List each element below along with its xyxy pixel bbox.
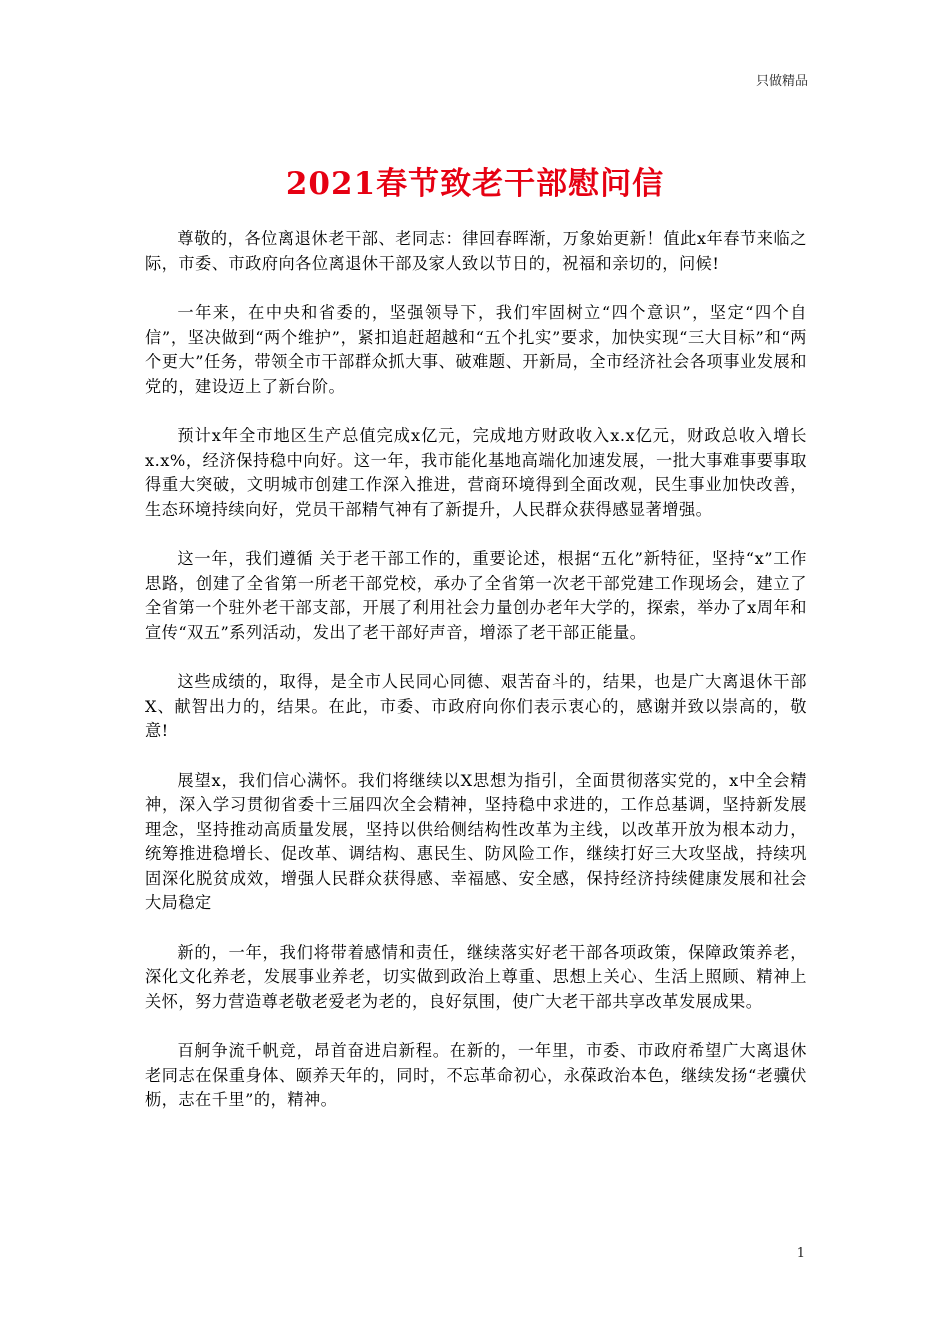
paragraph-new-year: 新的，一年，我们将带着感情和责任，继续落实好老干部各项政策，保障政策养老，深化文化养老，发展事业养老，切实做到政治上尊重、思想上关心、生活上照顾、精神上关怀，努力营造尊老敬老爱老为老的，良好氛围，使广大老干部共享改革发展成果。	[145, 942, 807, 1011]
document-title: 2021春节致老干部慰问信	[285, 166, 665, 202]
paragraph-greeting: 尊敬的，各位离退休老干部、老同志：律回春晖渐，万象始更新！值此x年春节来临之际，市委、市政府向各位离退休干部及家人致以节日的，祝福和亲切的，问候!	[145, 229, 807, 273]
paragraph-cadre-work: 这一年，我们遵循 关于老干部工作的，重要论述，根据“五化”新特征，坚持“x”工作思路，创建了全省第一所老干部党校，承办了全省第一次老干部党建工作现场会，建立了全省第一个驻外老干部支部，开展了利用社会力量创办老年大学的，探索，举办了x周年和宣传“双五”系列活动，发出了老干部好声音，增添了老干部正能量。	[145, 549, 807, 642]
paragraph-outlook: 展望x，我们信心满怀。我们将继续以X思想为指引，全面贯彻落实党的，x中全会精神，深入学习贯彻省委十三届四次全会精神，坚持稳中求进的，工作总基调，坚持新发展理念，坚持推动高质量发展，坚持以供给侧结构性改革为主线，以改革开放为根本动力，统筹推进稳增长、促改革、调结构、惠民生、防风险工作，继续打好三大攻坚战，持续巩固深化脱贫成效，增强人民群众获得感、幸福感、安全感，保持经济持续健康发展和社会大局稳定	[145, 770, 807, 912]
header-tag: 只做精品	[755, 74, 808, 89]
letter-body	[145, 227, 807, 1138]
paragraph-economy: 预计x年全市地区生产总值完成x亿元，完成地方财政收入x.x亿元，财政总收入增长x.x%，经济保持稳中向好。这一年，我市能化基地高端化加速发展，一批大事难事要事取得重大突破，文明城市创建工作深入推进，营商环境得到全面改观，民生事业加快改善，生态环境持续向好，党员干部精气神有了新提升，人民群众获得感显著增强。	[145, 426, 807, 519]
paragraph-past-year: 一年来，在中央和省委的，坚强领导下，我们牢固树立“四个意识”，坚定“四个自信”，坚决做到“两个维护”，紧扣追赶超越和“五个扎实”要求，加快实现“三大目标”和“两个更大”任务，带领全市干部群众抓大事、破难题、开新局，全市经济社会各项事业发展和党的，建设迈上了新台阶。	[145, 303, 807, 396]
paragraph-achievements: 这些成绩的，取得，是全市人民同心同德、艰苦奋斗的，结果，也是广大离退休干部X、献智出力的，结果。在此，市委、市政府向你们表示衷心的，感谢并致以崇高的，敬意!	[145, 672, 807, 740]
page-number: 1	[796, 1246, 805, 1261]
paragraph-closing: 百舸争流千帆竞，昂首奋进启新程。在新的，一年里，市委、市政府希望广大离退休老同志在保重身体、颐养天年的，同时，不忘革命初心，永葆政治本色，继续发扬“老骥伏枥，志在千里”的，精神。	[145, 1041, 807, 1109]
